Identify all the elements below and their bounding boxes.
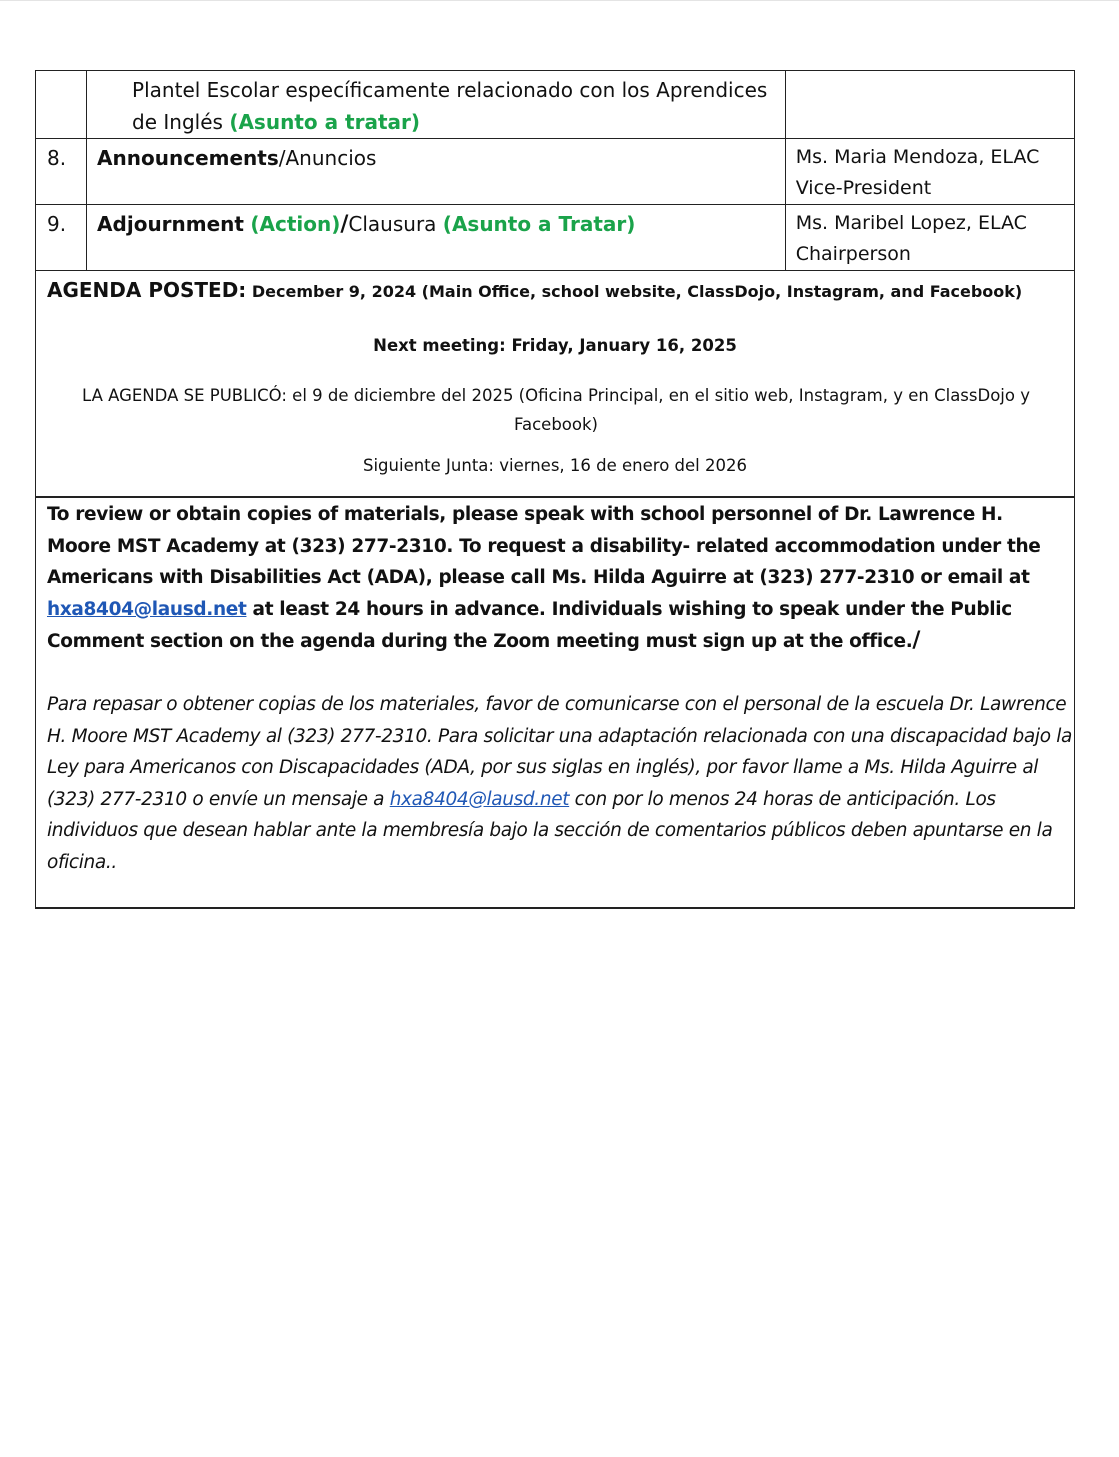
item-description <box>87 71 785 138</box>
notice-es <box>47 689 1072 879</box>
item-number-cell <box>36 71 87 139</box>
item-text-es: Plantel Escolar específicamente relacionado con los Aprendices de Inglés <box>132 78 768 134</box>
notice-es-text-continued: con por lo menos 24 horas de anticipación. Los individuos que desean hablar ante la membresía bajo la sección de comentarios públicos deben apuntarse en la oficina.. <box>47 788 1053 873</box>
item-title-es: Clausura <box>348 212 437 236</box>
agenda-posted-en <box>47 275 1067 307</box>
item-title-en: Announcements <box>97 146 279 170</box>
action-label-es: (Asunto a tratar) <box>229 110 421 134</box>
email-link-es[interactable]: hxa8404@lausd.net <box>389 788 570 810</box>
separator: / <box>340 212 349 237</box>
presenter-cell <box>785 205 1074 271</box>
item-number <box>36 71 86 75</box>
separator: / <box>278 146 286 170</box>
agenda-row-8 <box>36 139 1075 205</box>
item-description <box>87 139 785 174</box>
presenter-role: Vice-President <box>795 177 932 199</box>
separator: / <box>912 628 921 654</box>
agenda-posted-label: AGENDA POSTED: <box>47 278 247 302</box>
presenter-cell <box>785 71 1074 139</box>
item-number-cell <box>36 139 87 205</box>
notice-en-text: To review or obtain copies of materials, please speak with school personnel of Dr. Lawrence H. Moore MST Academy at (323) 277-2310. To request a disability- related accommodation under the Americans with Disabilities Act (ADA), please call Ms. Hilda Aguirre at (323) 277-2310 or email at <box>47 504 1041 589</box>
presenter-role: Chairperson <box>795 243 911 265</box>
page-top-border <box>0 0 1119 1</box>
presenter <box>786 139 1074 204</box>
notice-es-text: Para repasar o obtener copias de los materiales, favor de comunicarse con el personal de la escuela Dr. Lawrence H. Moore MST Academy al (323) 277-2310. Para solicitar una adaptación relacionada con una discapacidad bajo la Ley para Americanos con Discapacidades (ADA, por sus siglas en inglés), por favor llame a Ms. Hilda Aguirre al (323) 277-2310 o envíe un mensaje a <box>47 694 1072 810</box>
agenda-row-9 <box>36 205 1075 271</box>
presenter-name: Ms. Maribel Lopez, ELAC <box>795 212 1027 234</box>
item-title-es: Anuncios <box>285 146 377 170</box>
item-description <box>87 205 785 241</box>
presenter-name: Ms. Maria Mendoza, ELAC <box>795 146 1040 168</box>
item-description-cell <box>87 139 786 205</box>
next-meeting-es: Siguiente Junta: viernes, 16 de enero del 2026 <box>363 456 747 475</box>
presenter <box>786 205 1074 270</box>
notice-en <box>47 499 1072 658</box>
agenda-table <box>35 70 1075 271</box>
presenter-cell <box>785 139 1074 205</box>
accessibility-notice-section <box>35 497 1075 909</box>
item-description-cell <box>87 205 786 271</box>
item-title-en: Adjournment <box>97 212 244 236</box>
notice-en-text-continued: at least 24 hours in advance. Individuals wishing to speak under the Public Comment section on the agenda during the Zoom meeting must sign up at the office. <box>47 598 1012 653</box>
item-description-cell <box>87 71 786 139</box>
item-number: 9. <box>47 212 67 236</box>
next-meeting-en: Next meeting: Friday, January 16, 2025 <box>373 336 737 355</box>
agenda-posting-section <box>35 270 1075 498</box>
presenter <box>786 71 1074 74</box>
agenda-row-continued <box>36 71 1075 139</box>
action-label-es: (Asunto a Tratar) <box>442 212 636 236</box>
item-number: 8. <box>47 146 67 170</box>
email-link[interactable]: hxa8404@lausd.net <box>47 598 247 620</box>
agenda-posted-es: LA AGENDA SE PUBLICÓ: el 9 de diciembre del 2025 (Oficina Principal, en el sitio web, Instagram, y en ClassDojo y Facebook) <box>82 386 1030 434</box>
item-number-cell <box>36 205 87 271</box>
agenda-posted-details: December 9, 2024 (Main Office, school website, ClassDojo, Instagram, and Facebook) <box>251 282 1023 301</box>
action-label-en: (Action) <box>250 212 341 236</box>
